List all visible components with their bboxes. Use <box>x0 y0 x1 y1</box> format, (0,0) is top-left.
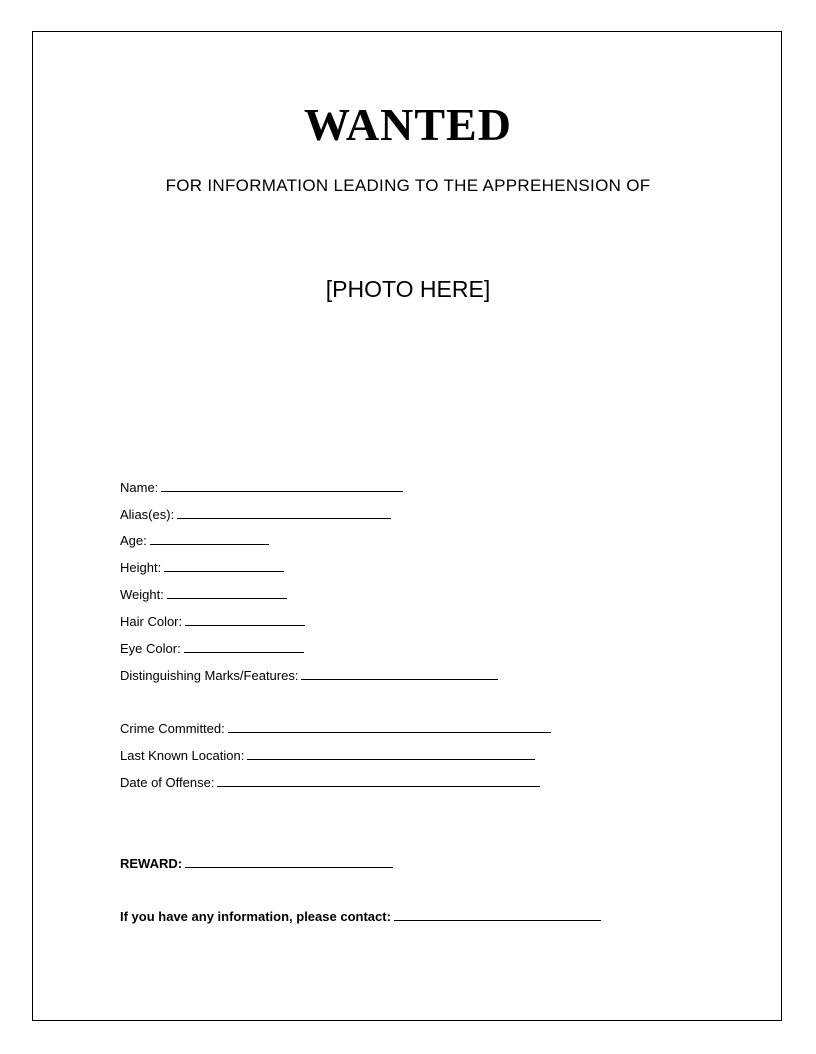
height-blank <box>164 559 284 572</box>
aliases-blank <box>177 506 391 519</box>
weight-field <box>120 586 287 604</box>
last-known-location-label: Last Known Location: <box>120 748 245 763</box>
reward-field <box>120 855 393 873</box>
hair-color-field <box>120 613 305 631</box>
date-of-offense-label: Date of Offense: <box>120 775 215 790</box>
hair-color-label: Hair Color: <box>120 614 183 629</box>
crime-committed-label: Crime Committed: <box>120 721 225 736</box>
aliases-label: Alias(es): <box>120 507 175 522</box>
poster-subtitle: FOR INFORMATION LEADING TO THE APPREHENSION OF <box>165 176 651 195</box>
eye-color-field <box>120 640 304 658</box>
name-blank <box>161 479 403 492</box>
aliases-field <box>120 506 391 524</box>
contact-label: If you have any information, please contact: <box>120 909 391 924</box>
poster-title: WANTED <box>304 99 512 150</box>
age-label: Age: <box>120 533 147 548</box>
distinguishing-marks-field <box>120 667 498 685</box>
crime-committed-blank <box>228 720 551 733</box>
last-known-location-field <box>120 747 535 765</box>
contact-blank <box>394 908 601 921</box>
photo-placeholder: [PHOTO HERE] <box>325 276 491 302</box>
height-label: Height: <box>120 560 162 575</box>
date-of-offense-field <box>120 774 540 792</box>
contact-field <box>120 908 601 926</box>
age-field <box>120 532 269 550</box>
hair-color-blank <box>185 613 305 626</box>
reward-label: REWARD: <box>120 856 183 871</box>
eye-color-label: Eye Color: <box>120 641 181 656</box>
age-blank <box>150 532 269 545</box>
weight-blank <box>167 586 287 599</box>
name-label: Name: <box>120 480 159 495</box>
reward-blank <box>185 855 393 868</box>
name-field <box>120 479 403 497</box>
last-known-location-blank <box>247 747 535 760</box>
distinguishing-marks-label: Distinguishing Marks/Features: <box>120 668 299 683</box>
height-field <box>120 559 284 577</box>
eye-color-blank <box>184 640 304 653</box>
date-of-offense-blank <box>217 774 540 787</box>
crime-committed-field <box>120 720 551 738</box>
distinguishing-marks-blank <box>301 667 498 680</box>
weight-label: Weight: <box>120 587 164 602</box>
